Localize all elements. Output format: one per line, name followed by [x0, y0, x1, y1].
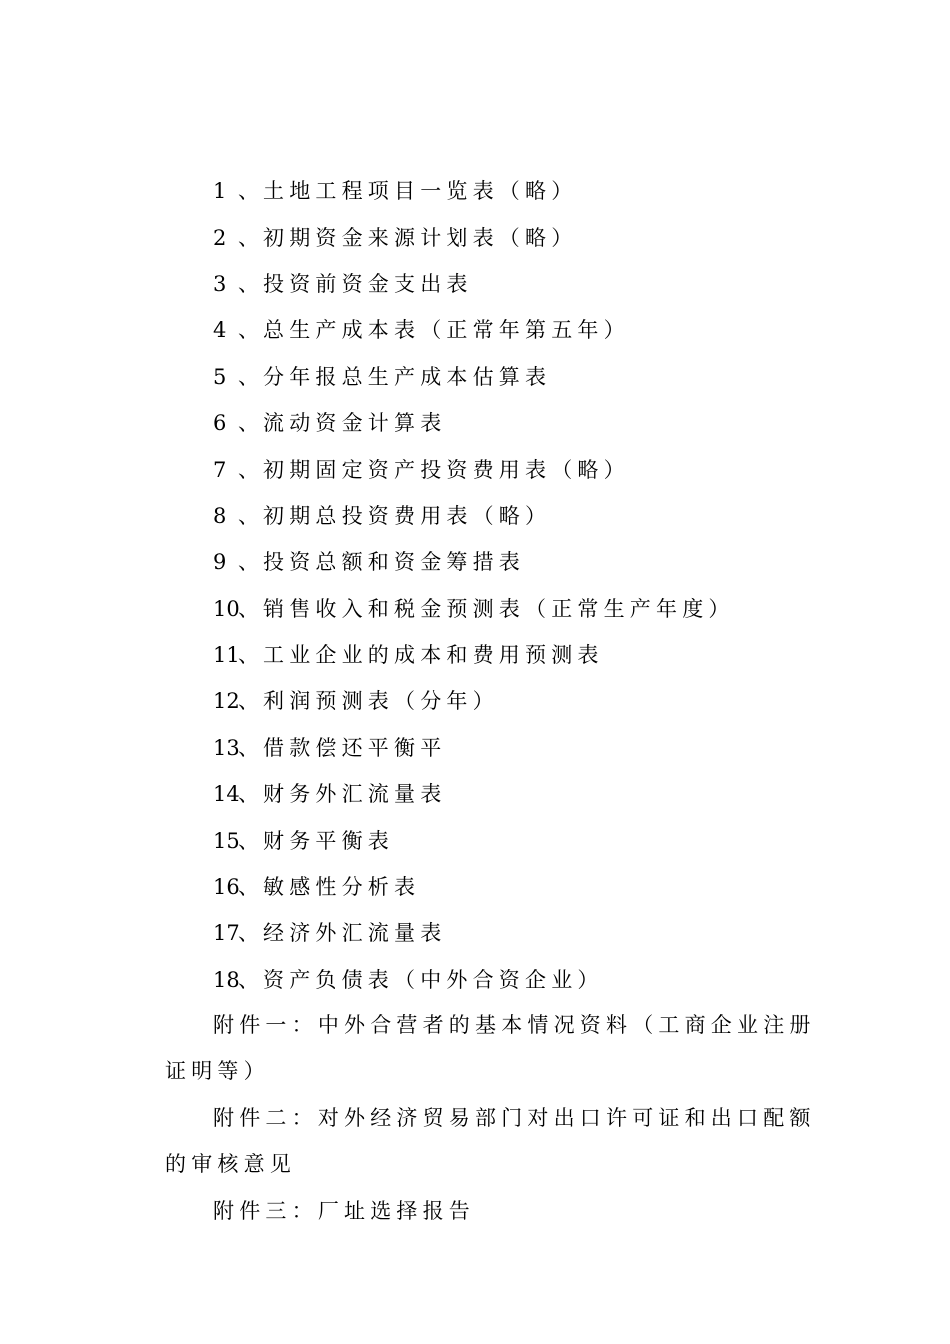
list-item [213, 586, 853, 632]
list-item [213, 632, 853, 678]
appendix-2 [165, 1095, 835, 1187]
list-item-text: 销售收入和税金预测表（正常生产年度） [263, 596, 735, 621]
list-item-number: 1 [213, 179, 227, 204]
list-item [213, 493, 853, 539]
appendix-label: 附件三： [213, 1199, 318, 1223]
list-item-separator: 、 [238, 596, 259, 621]
list-item-text: 分年报总生产成本估算表 [263, 364, 552, 389]
list-item [213, 910, 853, 956]
list-item-number: 17 [213, 921, 240, 946]
list-item-number: 18 [213, 967, 240, 992]
list-item-number: 6 [213, 411, 227, 436]
appendix-text: 厂址选择报告 [317, 1199, 476, 1223]
list-item [213, 725, 853, 771]
list-item-text: 敏感性分析表 [263, 875, 421, 900]
list-item-text: 投资前资金支出表 [263, 271, 473, 296]
list-item [213, 864, 853, 910]
appendix-text: 中外合营者的基本情况资料（工商企业注册证明等） [165, 1013, 816, 1083]
list-item-number: 12 [213, 689, 240, 714]
list-item [213, 307, 853, 353]
appendix-1 [165, 1002, 835, 1094]
list-item [213, 446, 853, 492]
list-item-separator: 、 [238, 457, 259, 482]
list-item-number: 16 [213, 875, 240, 900]
list-item-separator: 、 [238, 689, 259, 714]
list-item-number: 3 [213, 271, 227, 296]
list-item-separator: 、 [238, 225, 259, 250]
list-item-number: 2 [213, 225, 227, 250]
list-item-separator: 、 [238, 967, 259, 992]
appendix-3 [165, 1188, 835, 1234]
list-item-number: 4 [213, 318, 227, 343]
list-item-separator: 、 [238, 875, 259, 900]
list-item [213, 678, 853, 724]
list-item-separator: 、 [238, 921, 259, 946]
list-item [213, 400, 853, 446]
list-item [213, 214, 853, 260]
list-item-text: 工业企业的成本和费用预测表 [263, 643, 604, 668]
list-item [213, 957, 853, 1003]
list-item-number: 15 [213, 828, 240, 853]
list-item-text: 初期资金来源计划表（略） [263, 225, 578, 250]
list-item-separator: 、 [238, 318, 259, 343]
list-item-separator: 、 [238, 271, 259, 296]
list-item [213, 261, 853, 307]
list-item-number: 13 [213, 735, 240, 760]
attachment-table-list [213, 168, 853, 1003]
list-item-text: 总生产成本表（正常年第五年） [263, 318, 630, 343]
list-item-text: 流动资金计算表 [263, 411, 447, 436]
list-item-text: 借款偿还平衡平 [263, 735, 447, 760]
list-item-separator: 、 [238, 411, 259, 436]
list-item-text: 初期固定资产投资费用表（略） [263, 457, 630, 482]
list-item-separator: 、 [238, 643, 259, 668]
list-item-separator: 、 [238, 503, 259, 528]
list-item-separator: 、 [238, 364, 259, 389]
list-item-separator: 、 [238, 828, 259, 853]
list-item-text: 经济外汇流量表 [263, 921, 447, 946]
list-item-separator: 、 [238, 179, 259, 204]
list-item-text: 财务平衡表 [263, 828, 394, 853]
appendix-text: 对外经济贸易部门对出口许可证和出口配额的审核意见 [165, 1106, 816, 1176]
appendix-label: 附件一： [213, 1013, 318, 1037]
list-item-separator: 、 [238, 550, 259, 575]
list-item-text: 资产负债表（中外合资企业） [263, 967, 604, 992]
list-item-number: 8 [213, 503, 227, 528]
list-item-number: 14 [213, 782, 240, 807]
list-item-number: 11 [213, 643, 240, 668]
list-item-text: 土地工程项目一览表（略） [263, 179, 578, 204]
list-item-text: 利润预测表（分年） [263, 689, 499, 714]
list-item-text: 初期总投资费用表（略） [263, 503, 552, 528]
list-item [213, 817, 853, 863]
list-item [213, 354, 853, 400]
list-item-text: 财务外汇流量表 [263, 782, 447, 807]
list-item-number: 10 [213, 596, 240, 621]
list-item-separator: 、 [238, 782, 259, 807]
list-item-number: 9 [213, 550, 227, 575]
list-item-separator: 、 [238, 735, 259, 760]
list-item-number: 7 [213, 457, 227, 482]
list-item-text: 投资总额和资金筹措表 [263, 550, 525, 575]
list-item [213, 168, 853, 214]
list-item [213, 771, 853, 817]
appendix-label: 附件二： [213, 1106, 318, 1130]
list-item-number: 5 [213, 364, 227, 389]
list-item [213, 539, 853, 585]
